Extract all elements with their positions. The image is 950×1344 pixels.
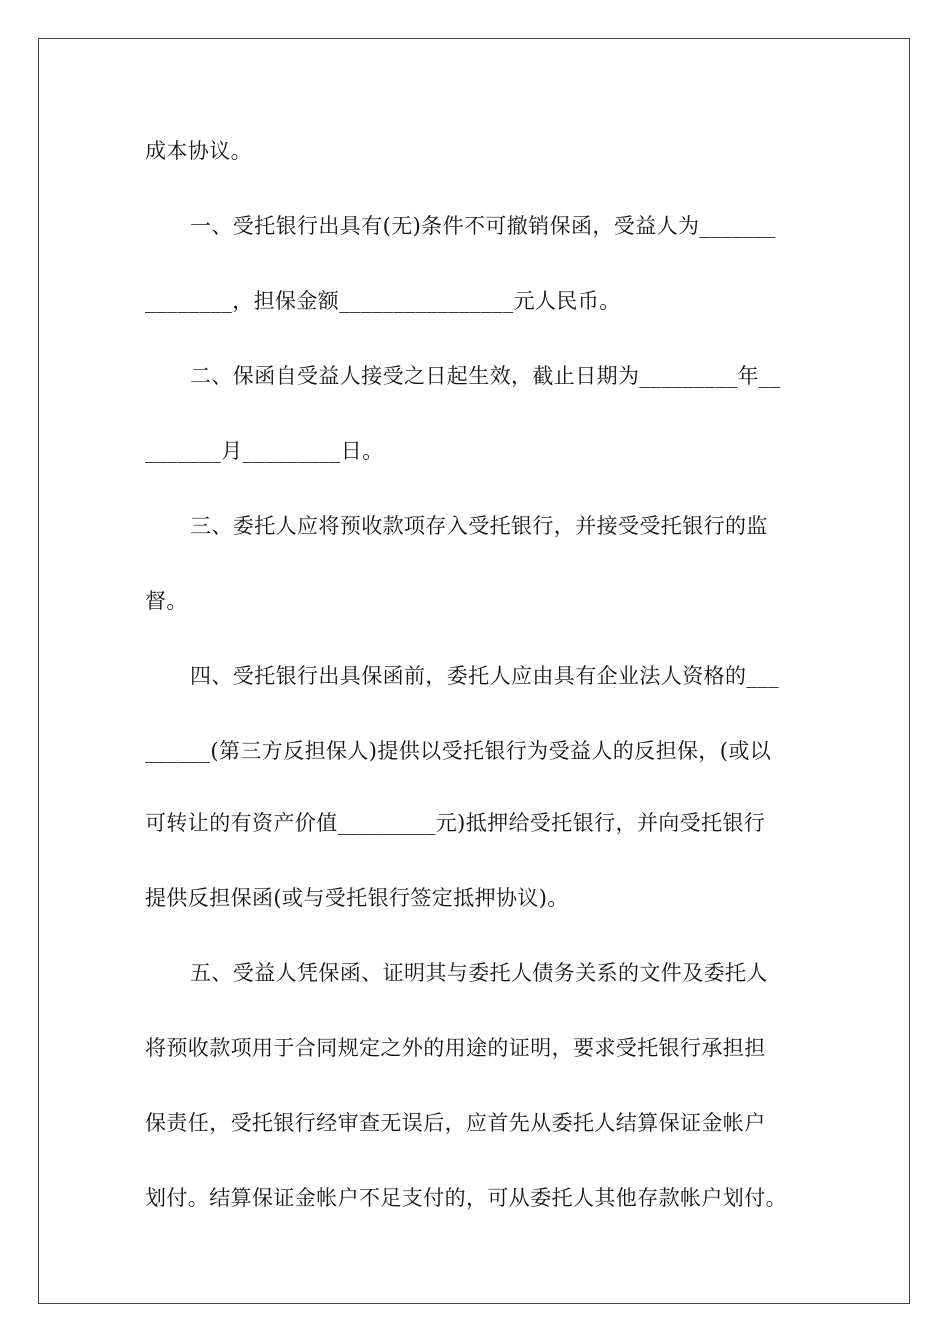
paragraph-line: 保责任，受托银行经审查无误后，应首先从委托人结算保证金帐户 xyxy=(145,1111,766,1135)
paragraph-line: ______(第三方反担保人)提供以受托银行为受益人的反担保，(或以 xyxy=(145,739,772,763)
clause-five-line: 五、受益人凭保函、证明其与委托人债务关系的文件及委托人 xyxy=(190,961,768,985)
clause-one-line: 一、受托银行出具有(无)条件不可撤销保函，受益人为_______ xyxy=(190,214,776,238)
clause-four-line: 四、受托银行出具保函前，委托人应由具有企业法人资格的___ xyxy=(190,664,780,688)
paragraph-line: 将预收款项用于合同规定之外的用途的证明，要求受托银行承担担 xyxy=(145,1036,766,1060)
paragraph-line: _______月_________日。 xyxy=(145,439,384,463)
paragraph-line: 成本协议。 xyxy=(145,139,252,163)
clause-three-line: 三、委托人应将预收款项存入受托银行，并接受受托银行的监 xyxy=(190,514,768,538)
paragraph-line: 可转让的有资产价值_________元)抵押给受托银行，并向受托银行 xyxy=(145,811,766,835)
paragraph-line: 划付。结算保证金帐户不足支付的，可从委托人其他存款帐户划付。 xyxy=(145,1186,787,1210)
paragraph-line: ________，担保金额________________元人民币。 xyxy=(145,289,621,313)
clause-two-line: 二、保函自受益人接受之日起生效，截止日期为_________年__ xyxy=(190,364,781,388)
paragraph-line: 提供反担保函(或与受托银行签定抵押协议)。 xyxy=(145,886,569,910)
paragraph-line: 督。 xyxy=(145,589,188,613)
